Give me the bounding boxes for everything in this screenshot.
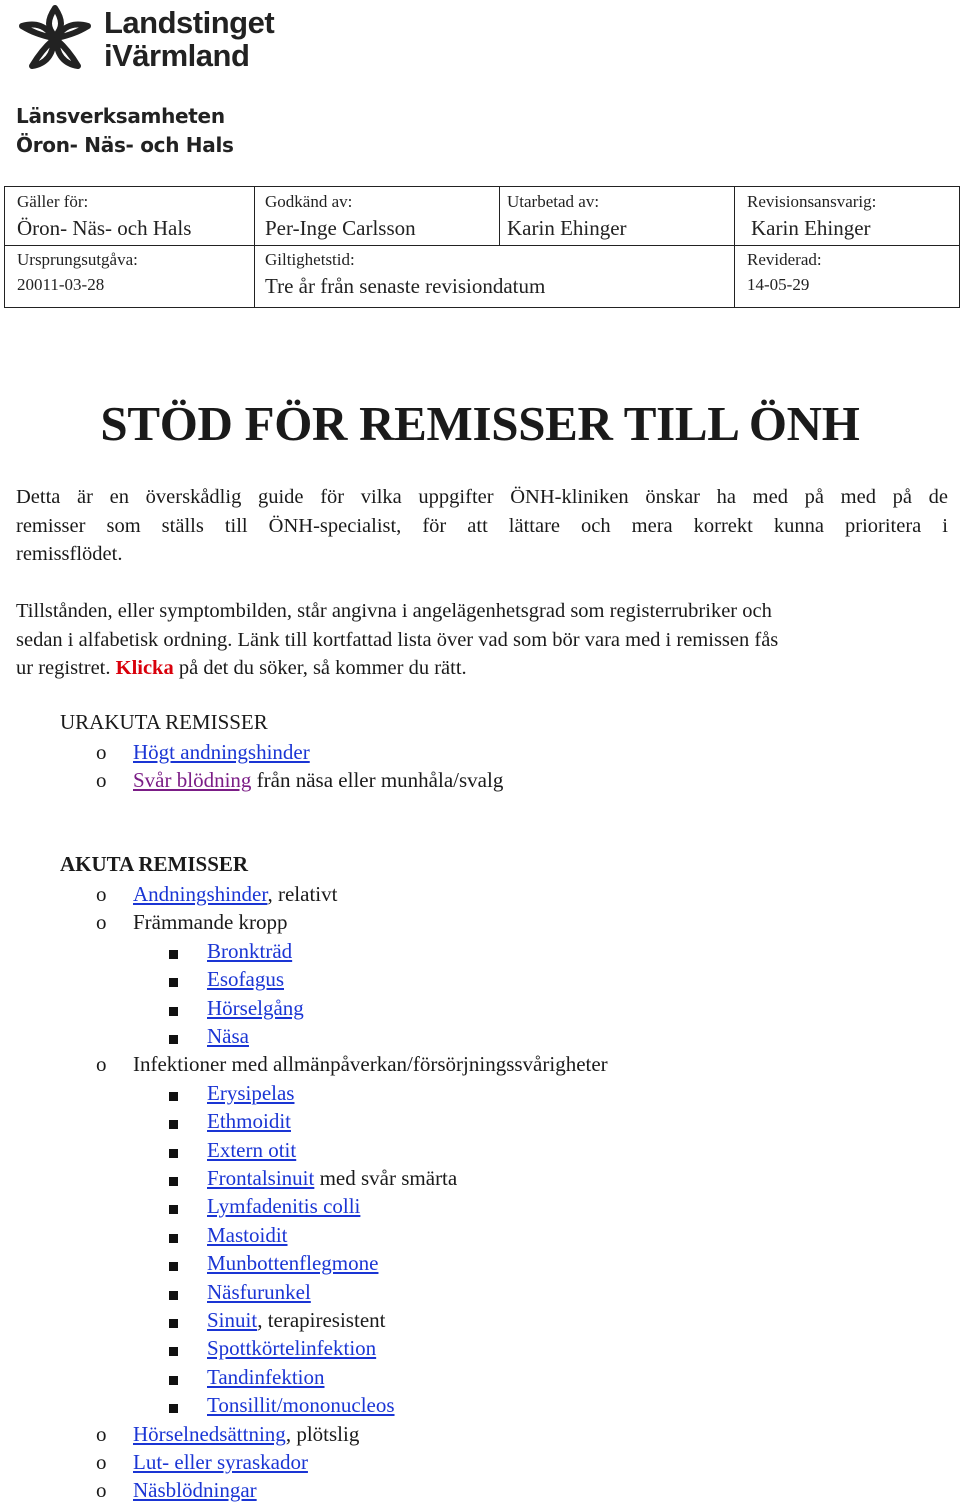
list-item bbox=[207, 994, 304, 1022]
list-bullet-o: o bbox=[96, 768, 107, 792]
list-bullet-o: o bbox=[96, 1052, 107, 1077]
table-divider bbox=[499, 187, 500, 245]
list-item bbox=[207, 1079, 294, 1107]
logo-wordmark: Landstinget iVärmland bbox=[104, 5, 275, 73]
list-item-text: , plötslig bbox=[285, 1421, 360, 1446]
list-item-link[interactable]: Extern otit bbox=[207, 1137, 297, 1162]
list-item-link[interactable]: Andningshinder bbox=[133, 882, 268, 906]
list-bullet-square bbox=[169, 978, 178, 987]
table-divider bbox=[734, 187, 735, 307]
list-item bbox=[133, 766, 503, 794]
list-item-link[interactable]: Hörselgång bbox=[207, 995, 304, 1020]
table-divider bbox=[254, 187, 255, 307]
list-item-text: Främmande kropp bbox=[133, 910, 288, 935]
intro-line: Detta är en överskådlig guide för vilka uppgifter ÖNH-kliniken önskar ha med på med på de bbox=[16, 486, 948, 508]
list-bullet-square bbox=[169, 1319, 178, 1328]
giltighet-label: Giltighetstid: bbox=[265, 250, 355, 269]
list-item bbox=[207, 965, 284, 993]
list-item-link[interactable]: Lut- eller syraskador bbox=[133, 1450, 308, 1474]
list-item-text: , relativt bbox=[267, 882, 338, 906]
list-item-link[interactable]: Näsa bbox=[207, 1024, 249, 1048]
list-item-link[interactable]: Svår blödning bbox=[133, 768, 252, 792]
flower-logo-icon bbox=[14, 2, 96, 74]
list-bullet-square bbox=[169, 1262, 178, 1271]
reviderad-label: Reviderad: bbox=[747, 250, 822, 269]
org-line-1: Länsverksamheten bbox=[16, 104, 225, 128]
list-item bbox=[133, 1476, 257, 1504]
intro-line: remissflödet. bbox=[16, 543, 123, 565]
list-bullet-square bbox=[169, 1205, 178, 1214]
list-bullet-square bbox=[169, 1347, 178, 1356]
list-item-link[interactable]: Lymfadenitis colli bbox=[207, 1194, 361, 1219]
list-item-link[interactable]: Munbottenflegmone bbox=[207, 1251, 379, 1276]
list-item-link[interactable]: Tonsillit/mononucleos bbox=[207, 1393, 395, 1418]
list-bullet-square bbox=[169, 1404, 178, 1413]
list-item bbox=[133, 1448, 308, 1476]
list-item bbox=[207, 1278, 311, 1306]
list-item bbox=[207, 1249, 378, 1277]
list-bullet-square bbox=[169, 1291, 178, 1300]
list-item bbox=[207, 1022, 249, 1050]
intro-paragraph bbox=[16, 483, 948, 569]
list-bullet-square bbox=[169, 1035, 178, 1044]
list-item-link[interactable]: Esofagus bbox=[207, 967, 284, 992]
list-item bbox=[133, 1050, 608, 1078]
instructions-line: Tillstånden, eller symptombilden, står angivna i angelägenhetsgrad som registerrubriker och bbox=[16, 600, 772, 622]
utarbetad-value: Karin Ehinger bbox=[507, 216, 627, 240]
list-bullet-o: o bbox=[96, 740, 107, 764]
urakuta-heading: URAKUTA REMISSER bbox=[60, 710, 268, 734]
revisionsansvarig-label: Revisionsansvarig: bbox=[747, 192, 877, 211]
list-item-link[interactable]: Tandinfektion bbox=[207, 1364, 325, 1389]
list-bullet-square bbox=[169, 1177, 178, 1186]
list-bullet-square bbox=[169, 1092, 178, 1101]
page-title: STÖD FÖR REMISSER TILL ÖNH bbox=[100, 396, 860, 451]
instructions-paragraph bbox=[16, 597, 948, 683]
table-divider bbox=[5, 245, 959, 246]
list-bullet-o: o bbox=[96, 1450, 107, 1474]
ursprung-label: Ursprungsutgåva: bbox=[17, 250, 138, 269]
list-bullet-o: o bbox=[96, 882, 107, 906]
list-item bbox=[207, 1334, 376, 1362]
list-item bbox=[207, 1192, 360, 1220]
list-bullet-square bbox=[169, 1234, 178, 1243]
giltighet-value: Tre år från senaste revisiondatum bbox=[265, 274, 546, 298]
akuta-heading: AKUTA REMISSER bbox=[60, 852, 249, 876]
godkand-label: Godkänd av: bbox=[265, 192, 353, 211]
list-item-link[interactable]: Ethmoidit bbox=[207, 1109, 291, 1134]
list-item-link[interactable]: Spottkörtelinfektion bbox=[207, 1336, 377, 1361]
list-item bbox=[207, 1136, 296, 1164]
list-item-link[interactable]: Näsblödningar bbox=[133, 1478, 257, 1503]
list-item bbox=[207, 1164, 457, 1192]
klicka-emphasis: Klicka bbox=[115, 657, 174, 679]
list-bullet-square bbox=[169, 1007, 178, 1016]
list-item-link[interactable]: Högt andningshinder bbox=[133, 740, 310, 764]
list-bullet-square bbox=[169, 1149, 178, 1158]
list-bullet-square bbox=[169, 1120, 178, 1129]
document-meta-table bbox=[4, 186, 960, 308]
list-item bbox=[133, 1420, 359, 1448]
org-heading bbox=[16, 102, 234, 160]
list-item-link[interactable]: Erysipelas bbox=[207, 1080, 295, 1105]
instructions-line: sedan i alfabetisk ordning. Länk till kortfattad lista över vad som bör vara med i remissen fås bbox=[16, 628, 779, 651]
list-item-text: Infektioner med allmänpåverkan/försörjningssvårigheter bbox=[133, 1052, 608, 1077]
instructions-line: ur registret. Klicka på det du söker, så kommer du rätt. bbox=[16, 657, 467, 679]
list-item-link[interactable]: Sinuit bbox=[207, 1308, 258, 1332]
list-item-link[interactable]: Mastoidit bbox=[207, 1222, 288, 1247]
list-bullet-o: o bbox=[96, 1421, 107, 1446]
org-line-2: Öron- Näs- och Hals bbox=[16, 133, 234, 157]
list-item bbox=[207, 1107, 291, 1135]
list-bullet-square bbox=[169, 950, 178, 959]
list-item bbox=[207, 1363, 325, 1391]
utarbetad-label: Utarbetad av: bbox=[507, 192, 600, 211]
godkand-value: Per-Inge Carlsson bbox=[265, 216, 416, 240]
list-item-text: med svår smärta bbox=[314, 1166, 458, 1190]
list-item-text: , terapiresistent bbox=[257, 1308, 386, 1332]
intro-line: remisser som ställs till ÖNH-specialist, för att lättare och mera korrekt kunna prioritera i bbox=[16, 514, 948, 537]
list-bullet-o: o bbox=[96, 1478, 107, 1503]
list-item-link[interactable]: Hörselnedsättning bbox=[133, 1421, 286, 1446]
list-item bbox=[133, 738, 310, 766]
list-item bbox=[133, 880, 337, 908]
landstinget-logo bbox=[14, 2, 304, 78]
galler-label: Gäller för: bbox=[17, 192, 89, 211]
list-bullet-square bbox=[169, 1376, 178, 1385]
galler-value: Öron- Näs- och Hals bbox=[17, 216, 192, 240]
revisionsansvarig-value: Karin Ehinger bbox=[751, 216, 871, 240]
list-item-link[interactable]: Näsfurunkel bbox=[207, 1279, 311, 1304]
list-item bbox=[207, 1221, 288, 1249]
list-item bbox=[133, 908, 288, 936]
ursprung-value: 20011-03-28 bbox=[17, 275, 105, 294]
list-item-text: från näsa eller munhåla/svalg bbox=[251, 768, 504, 792]
list-item-link[interactable]: Bronkträd bbox=[207, 938, 293, 963]
list-bullet-o: o bbox=[96, 910, 107, 935]
reviderad-value: 14-05-29 bbox=[747, 275, 810, 294]
list-item bbox=[207, 937, 292, 965]
list-item-link[interactable]: Frontalsinuit bbox=[207, 1166, 315, 1190]
list-item bbox=[207, 1306, 385, 1334]
list-item bbox=[207, 1391, 395, 1419]
